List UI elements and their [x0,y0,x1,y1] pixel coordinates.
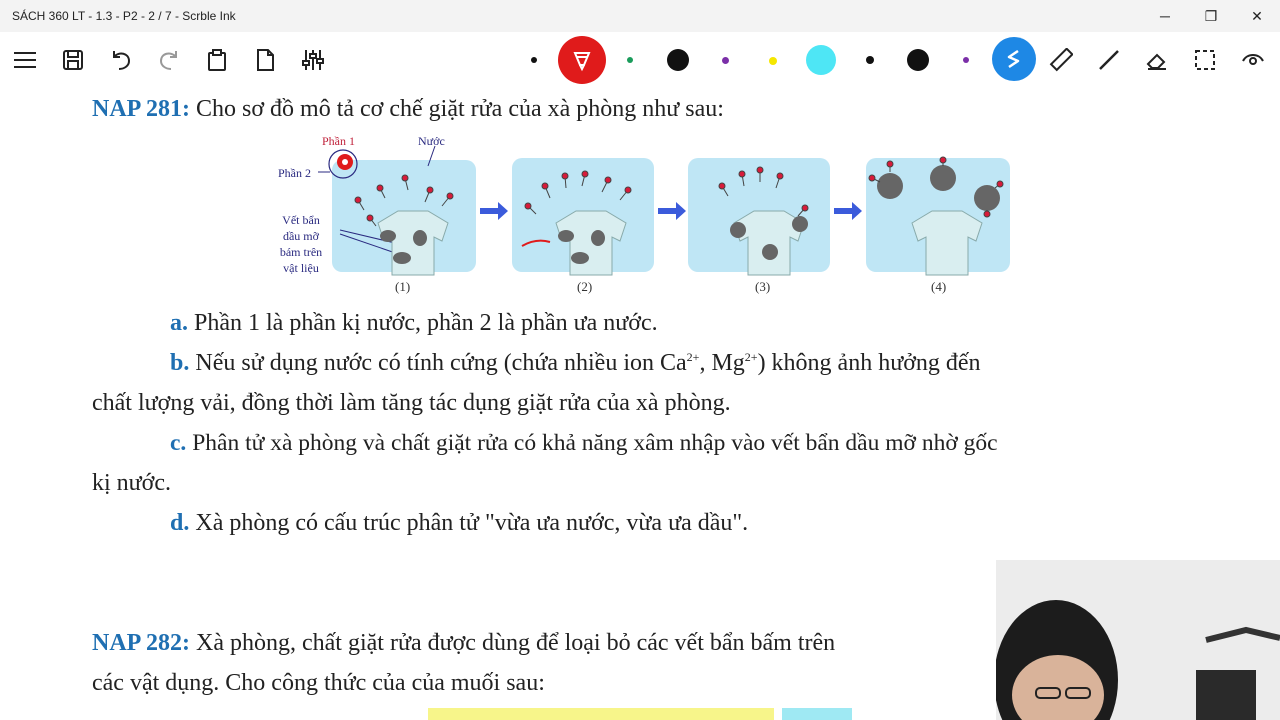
select-icon[interactable] [1190,46,1220,74]
formula-box-cyan [782,708,852,720]
label-vet-ban: Vết bẩn dầu mỡ bám trên vật liệu [279,213,323,275]
option-d: d. Xà phòng có cấu trúc phân tử "vừa ưa nước, vừa ưa dầu". [170,510,749,536]
webcam-overlay [996,560,1280,720]
redo-icon[interactable] [154,46,184,74]
option-b-line-2: chất lượng vải, đồng thời làm tăng tác dụng giặt rửa của xà phòng. [92,390,731,416]
purple-small-swatch[interactable] [963,57,969,63]
ink-to-shape-icon[interactable] [992,37,1036,81]
window-title: SÁCH 360 LT - 1.3 - P2 - 2 / 7 - Scrble Ink [12,9,236,23]
caption-3: (3) [755,279,771,294]
option-a: a. Phần 1 là phần kị nước, phần 2 là phần ưa nước. [170,310,658,336]
page-icon[interactable] [250,46,280,74]
figure-drawing [260,128,1020,288]
question-282-heading [92,630,835,657]
line-icon[interactable] [1094,46,1124,74]
question-number: NAP 281: [92,96,190,122]
presenter-video [996,560,1280,720]
view-icon[interactable] [1238,46,1268,74]
pen-red-highlighter[interactable] [558,36,606,84]
title-bar [0,0,1280,32]
undo-icon[interactable] [106,46,136,74]
caption-4: (4) [931,279,947,294]
label-phan-2: Phần 2 [278,166,311,180]
label-nuoc: Nước [418,134,445,148]
option-c: c. Phân tử xà phòng và chất giặt rửa có khả năng xâm nhập vào vết bẩn dầu mỡ nhờ gốc [170,430,998,456]
formula-box-yellow [428,708,774,720]
green-swatch[interactable] [627,57,633,63]
option-b: b. Nếu sử dụng nước có tính cứng (chứa nhiều ion $Ca^{2+}$, $Mg^{2+}$) không ảnh hưởng đến [170,350,981,376]
cyan-swatch[interactable] [806,45,836,75]
black-xl-swatch[interactable] [907,49,929,71]
label-phan-1: Phần 1 [322,134,355,148]
question-text: Cho sơ đồ mô tả cơ chế giặt rửa của xà phòng như sau: [190,96,724,122]
black-small-swatch[interactable] [531,57,537,63]
clipboard-icon[interactable] [202,46,232,74]
question-text: Xà phòng, chất giặt rửa được dùng để loại bỏ các vết bẩn bấm trên [190,630,836,656]
question-number: NAP 282: [92,630,190,656]
black-large-swatch[interactable] [667,49,689,71]
question-281-heading [92,96,724,123]
eraser-icon[interactable] [1142,46,1172,74]
caption-1: (1) [395,279,411,294]
question-282-line-2: các vật dụng. Cho công thức của của muối sau: [92,670,545,696]
black-medium-swatch[interactable] [866,56,874,64]
menu-icon[interactable] [10,46,40,74]
caption-2: (2) [577,279,593,294]
ruler-icon[interactable] [1046,46,1076,74]
sliders-icon[interactable] [298,46,328,74]
save-icon[interactable] [58,46,88,74]
restore-button[interactable]: ❐ [1204,7,1218,24]
option-c-line-2: kị nước. [92,470,172,496]
purple-swatch[interactable] [722,57,729,64]
close-button[interactable]: ✕ [1251,7,1263,24]
minimize-button[interactable]: ─ [1160,8,1170,24]
toolbar [0,32,1280,88]
yellow-swatch[interactable] [769,57,777,65]
